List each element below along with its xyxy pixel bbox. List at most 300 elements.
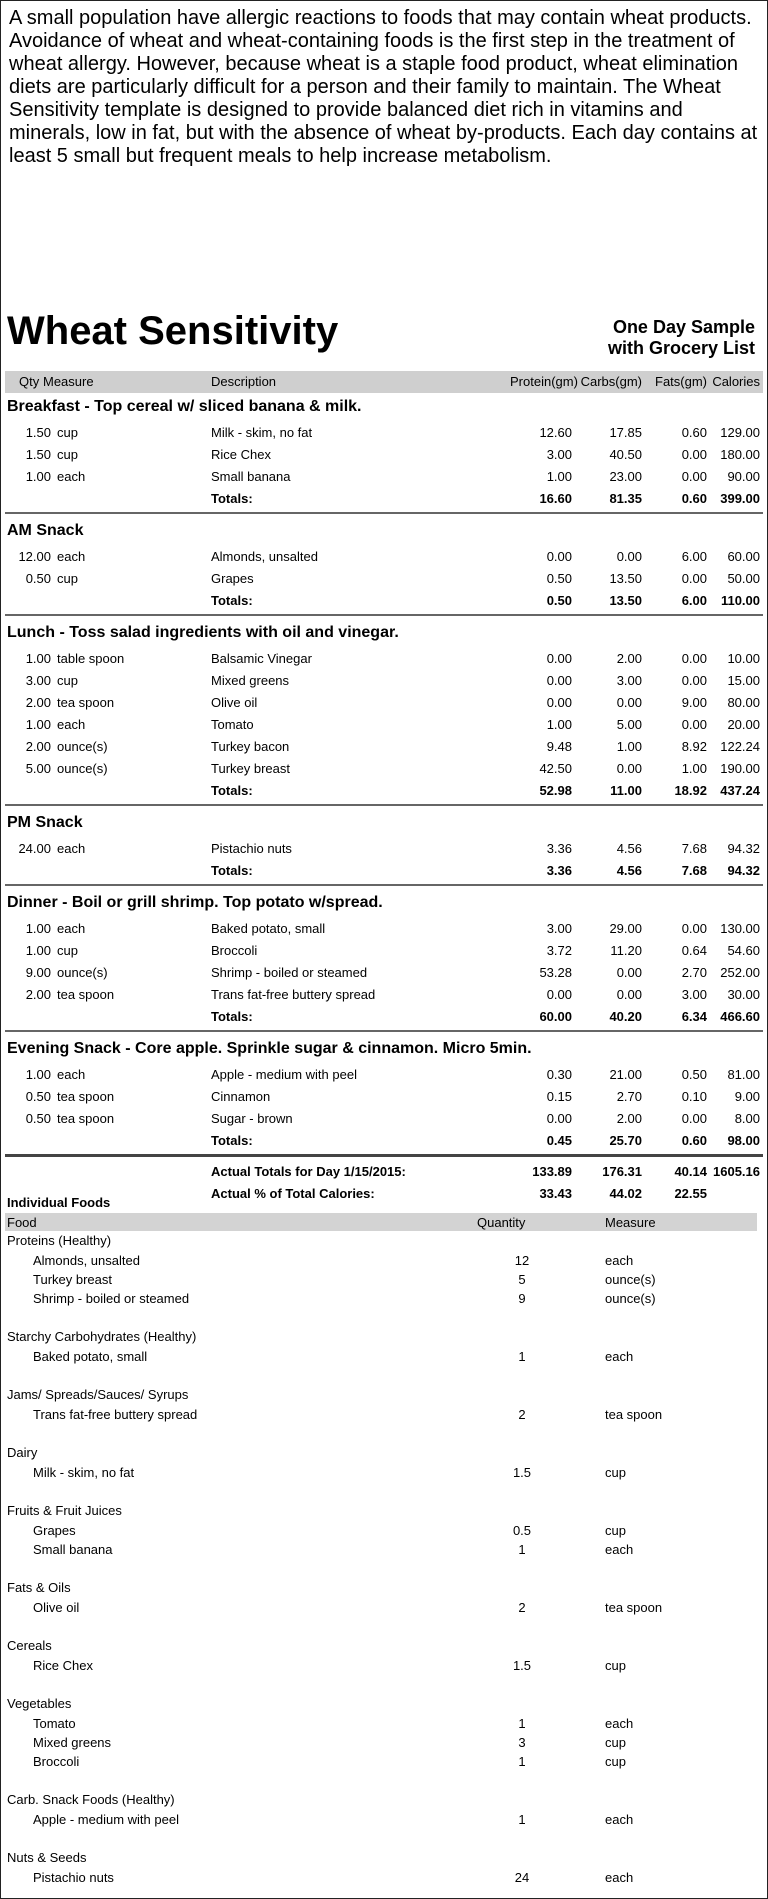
item-fats: 7.68 bbox=[681, 841, 707, 856]
item-qty: 2.00 bbox=[25, 739, 51, 754]
item-protein: 0.00 bbox=[546, 1111, 572, 1126]
meal-title: AM Snack bbox=[7, 522, 84, 539]
table-row bbox=[5, 465, 763, 487]
column-header-calories: Calories bbox=[712, 374, 760, 389]
grocery-category: Fats & Oils bbox=[7, 1580, 71, 1595]
item-description: Cinnamon bbox=[211, 1089, 271, 1104]
meal-totals-row bbox=[5, 1005, 763, 1027]
table-row bbox=[5, 567, 763, 589]
item-calories: 90.00 bbox=[727, 469, 760, 484]
grocery-title: Individual Foods bbox=[7, 1195, 111, 1210]
grocery-quantity: 2 bbox=[518, 1407, 526, 1422]
item-qty: 1.50 bbox=[25, 425, 51, 440]
item-carbs: 0.00 bbox=[616, 549, 642, 564]
grocery-quantity: 1.5 bbox=[512, 1658, 532, 1673]
item-carbs: 23.00 bbox=[609, 469, 642, 484]
grocery-food: Turkey breast bbox=[33, 1272, 112, 1287]
meal-title-row bbox=[5, 393, 763, 421]
item-carbs: 2.70 bbox=[616, 1089, 642, 1104]
item-description: Milk - skim, no fat bbox=[211, 425, 313, 440]
meal-title: PM Snack bbox=[7, 814, 83, 831]
totals-fats: 0.60 bbox=[681, 491, 707, 506]
table-row bbox=[5, 961, 763, 983]
item-fats: 0.60 bbox=[681, 425, 707, 440]
item-fats: 1.00 bbox=[681, 761, 707, 776]
item-fats: 0.00 bbox=[681, 571, 707, 586]
spacer bbox=[5, 1616, 757, 1636]
table-row bbox=[5, 669, 763, 691]
day-totals-protein: 133.89 bbox=[532, 1164, 572, 1179]
item-carbs: 0.00 bbox=[616, 695, 642, 710]
day-totals-row bbox=[5, 1160, 763, 1182]
item-carbs: 1.00 bbox=[616, 739, 642, 754]
item-calories: 80.00 bbox=[727, 695, 760, 710]
grocery-category: Proteins (Healthy) bbox=[7, 1233, 112, 1248]
item-calories: 94.32 bbox=[727, 841, 760, 856]
list-item bbox=[5, 1539, 757, 1558]
item-qty: 1.00 bbox=[25, 469, 51, 484]
grocery-measure: cup bbox=[605, 1658, 626, 1673]
totals-protein: 52.98 bbox=[539, 783, 572, 798]
item-calories: 30.00 bbox=[727, 987, 760, 1002]
item-measure: tea spoon bbox=[57, 1089, 115, 1104]
item-carbs: 0.00 bbox=[616, 761, 642, 776]
grocery-food: Almonds, unsalted bbox=[33, 1253, 140, 1268]
item-protein: 3.00 bbox=[546, 447, 572, 462]
totals-label: Totals: bbox=[211, 863, 253, 878]
grocery-food: Baked potato, small bbox=[33, 1349, 148, 1364]
grocery-food: Tomato bbox=[33, 1716, 76, 1731]
day-totals-label: Actual Totals for Day 1/15/2015: bbox=[211, 1164, 406, 1179]
item-qty: 1.00 bbox=[25, 921, 51, 936]
item-description: Broccoli bbox=[211, 943, 258, 958]
grocery-measure: each bbox=[605, 1716, 634, 1731]
spacer bbox=[5, 1674, 757, 1694]
item-calories: 60.00 bbox=[727, 549, 760, 564]
table-row bbox=[5, 647, 763, 669]
meal-totals-row bbox=[5, 487, 763, 509]
totals-calories: 98.00 bbox=[727, 1133, 760, 1148]
item-description: Balsamic Vinegar bbox=[211, 651, 312, 666]
totals-carbs: 81.35 bbox=[609, 491, 642, 506]
grocery-quantity: 0.5 bbox=[512, 1523, 532, 1538]
grocery-category: Carb. Snack Foods (Healthy) bbox=[7, 1792, 175, 1807]
meal-title: Breakfast - Top cereal w/ sliced banana & milk. bbox=[7, 398, 362, 415]
item-fats: 0.00 bbox=[681, 447, 707, 462]
grocery-quantity: 1 bbox=[518, 1754, 526, 1769]
item-description: Sugar - brown bbox=[211, 1111, 293, 1126]
meal-title-row bbox=[5, 517, 763, 545]
item-measure: ounce(s) bbox=[57, 761, 108, 776]
grocery-header-food: Food bbox=[7, 1215, 37, 1230]
item-measure: each bbox=[57, 841, 86, 856]
item-carbs: 11.20 bbox=[610, 943, 642, 958]
totals-calories: 466.60 bbox=[720, 1009, 760, 1024]
meal-totals-row bbox=[5, 589, 763, 611]
totals-label: Totals: bbox=[211, 1009, 253, 1024]
item-description: Mixed greens bbox=[211, 673, 290, 688]
item-fats: 8.92 bbox=[681, 739, 707, 754]
grocery-quantity: 1 bbox=[518, 1349, 526, 1364]
item-fats: 0.00 bbox=[681, 469, 707, 484]
day-percent-carbs: 44.02 bbox=[609, 1186, 642, 1201]
table-row bbox=[5, 939, 763, 961]
item-fats: 0.10 bbox=[681, 1089, 707, 1104]
list-item bbox=[5, 1867, 757, 1886]
grocery-food: Mixed greens bbox=[33, 1735, 112, 1750]
item-fats: 0.00 bbox=[681, 921, 707, 936]
grocery-list bbox=[5, 1193, 757, 1886]
spacer bbox=[5, 1558, 757, 1578]
item-qty: 0.50 bbox=[25, 1089, 51, 1104]
grocery-measure: cup bbox=[605, 1735, 626, 1750]
item-carbs: 0.00 bbox=[616, 965, 642, 980]
item-qty: 1.00 bbox=[25, 1067, 51, 1082]
item-qty: 2.00 bbox=[25, 987, 51, 1002]
subtitle-line: One Day Sample bbox=[612, 317, 755, 337]
table-row bbox=[5, 713, 763, 735]
intro-paragraph: A small population have allergic reactions to foods that may contain wheat products. Avoidance of wheat and wheat-containing foods is the first step in the treatment of wheat allergy. However, because wheat is a staple food product, wheat elimination diets are particularly difficult for a person and their family to maintain. The Wheat Sensitivity template is designed to provide balanced diet rich in vitamins and minerals, low in fat, but with the absence of wheat by-products. Each day contains at least 5 small but frequent meals to help increase metabolism. bbox=[9, 7, 758, 167]
totals-protein: 3.36 bbox=[546, 863, 572, 878]
subtitle bbox=[555, 317, 755, 359]
grocery-food: Broccoli bbox=[33, 1754, 80, 1769]
item-protein: 3.00 bbox=[546, 921, 572, 936]
column-header-qty: Qty bbox=[19, 374, 40, 389]
item-carbs: 2.00 bbox=[616, 1111, 642, 1126]
meal-title-row bbox=[5, 889, 763, 917]
item-description: Pistachio nuts bbox=[211, 841, 292, 856]
grocery-category: Dairy bbox=[7, 1445, 38, 1460]
item-protein: 0.30 bbox=[546, 1067, 572, 1082]
item-fats: 0.50 bbox=[681, 1067, 707, 1082]
item-calories: 8.00 bbox=[734, 1111, 760, 1126]
meal-title-row bbox=[5, 1035, 763, 1063]
column-header-measure: Measure bbox=[43, 374, 94, 389]
totals-label: Totals: bbox=[211, 1133, 253, 1148]
item-qty: 3.00 bbox=[25, 673, 51, 688]
item-measure: cup bbox=[57, 943, 78, 958]
grocery-quantity: 3 bbox=[518, 1735, 526, 1750]
grocery-food: Trans fat-free buttery spread bbox=[33, 1407, 198, 1422]
totals-protein: 0.45 bbox=[546, 1133, 572, 1148]
item-protein: 1.00 bbox=[546, 717, 572, 732]
list-item bbox=[5, 1655, 757, 1674]
item-carbs: 5.00 bbox=[616, 717, 642, 732]
item-qty: 1.00 bbox=[25, 651, 51, 666]
day-percent-fats: 22.55 bbox=[674, 1186, 707, 1201]
item-description: Small banana bbox=[211, 469, 291, 484]
item-description: Olive oil bbox=[211, 695, 258, 710]
totals-carbs: 4.56 bbox=[616, 863, 642, 878]
item-calories: 190.00 bbox=[720, 761, 760, 776]
list-item bbox=[5, 1732, 757, 1751]
item-qty: 0.50 bbox=[25, 1111, 51, 1126]
table-row bbox=[5, 691, 763, 713]
grocery-quantity: 2 bbox=[518, 1600, 526, 1615]
item-fats: 0.00 bbox=[681, 651, 707, 666]
grocery-food: Apple - medium with peel bbox=[33, 1812, 179, 1827]
item-protein: 0.00 bbox=[546, 651, 572, 666]
item-measure: ounce(s) bbox=[57, 739, 108, 754]
totals-protein: 0.50 bbox=[546, 593, 572, 608]
item-carbs: 3.00 bbox=[616, 673, 642, 688]
column-header-protein: Protein(gm) bbox=[510, 374, 578, 389]
item-calories: 180.00 bbox=[720, 447, 760, 462]
list-item bbox=[5, 1269, 757, 1288]
item-description: Apple - medium with peel bbox=[211, 1067, 357, 1082]
item-measure: ounce(s) bbox=[57, 965, 108, 980]
item-measure: table spoon bbox=[57, 651, 125, 666]
totals-calories: 94.32 bbox=[727, 863, 760, 878]
item-qty: 12.00 bbox=[18, 549, 51, 564]
table-row bbox=[5, 443, 763, 465]
item-measure: each bbox=[57, 717, 86, 732]
item-fats: 9.00 bbox=[681, 695, 707, 710]
totals-carbs: 11.00 bbox=[610, 783, 642, 798]
item-calories: 130.00 bbox=[720, 921, 760, 936]
list-item bbox=[5, 1250, 757, 1269]
grocery-header-row bbox=[5, 1213, 757, 1231]
item-protein: 0.00 bbox=[546, 987, 572, 1002]
item-protein: 0.00 bbox=[546, 673, 572, 688]
grocery-category: Vegetables bbox=[7, 1696, 72, 1711]
grocery-measure: tea spoon bbox=[605, 1407, 663, 1422]
item-description: Baked potato, small bbox=[211, 921, 326, 936]
item-calories: 54.60 bbox=[727, 943, 760, 958]
totals-calories: 399.00 bbox=[720, 491, 760, 506]
item-qty: 1.50 bbox=[25, 447, 51, 462]
grocery-category: Jams/ Spreads/Sauces/ Syrups bbox=[7, 1387, 189, 1402]
totals-calories: 110.00 bbox=[720, 593, 760, 608]
item-measure: tea spoon bbox=[57, 695, 115, 710]
totals-label: Totals: bbox=[211, 593, 253, 608]
grocery-category: Nuts & Seeds bbox=[7, 1850, 87, 1865]
spacer bbox=[5, 1365, 757, 1385]
item-qty: 0.50 bbox=[25, 571, 51, 586]
grocery-measure: each bbox=[605, 1870, 634, 1885]
grocery-header-quantity: Quantity bbox=[477, 1215, 526, 1230]
item-protein: 0.00 bbox=[546, 695, 572, 710]
spacer bbox=[5, 1423, 757, 1443]
grocery-quantity: 1 bbox=[518, 1542, 526, 1557]
column-header-fats: Fats(gm) bbox=[655, 374, 707, 389]
item-description: Turkey bacon bbox=[211, 739, 290, 754]
item-measure: each bbox=[57, 549, 86, 564]
item-carbs: 4.56 bbox=[616, 841, 642, 856]
item-description: Tomato bbox=[211, 717, 254, 732]
grocery-food: Olive oil bbox=[33, 1600, 80, 1615]
grocery-food: Milk - skim, no fat bbox=[33, 1465, 135, 1480]
list-item bbox=[5, 1520, 757, 1539]
item-carbs: 29.00 bbox=[609, 921, 642, 936]
item-carbs: 40.50 bbox=[609, 447, 642, 462]
grocery-measure: each bbox=[605, 1349, 634, 1364]
totals-label: Totals: bbox=[211, 491, 253, 506]
spacer bbox=[5, 1828, 757, 1848]
grocery-quantity: 5 bbox=[518, 1272, 526, 1287]
item-description: Shrimp - boiled or steamed bbox=[211, 965, 368, 980]
item-carbs: 2.00 bbox=[616, 651, 642, 666]
totals-carbs: 25.70 bbox=[609, 1133, 642, 1148]
spacer bbox=[5, 1770, 757, 1790]
item-fats: 0.00 bbox=[681, 1111, 707, 1126]
totals-fats: 6.00 bbox=[681, 593, 707, 608]
item-calories: 10.00 bbox=[727, 651, 760, 666]
day-percent-label: Actual % of Total Calories: bbox=[211, 1186, 375, 1201]
list-item bbox=[5, 1404, 757, 1423]
item-measure: each bbox=[57, 469, 86, 484]
item-fats: 2.70 bbox=[681, 965, 707, 980]
meal-title-row bbox=[5, 619, 763, 647]
meal-title-row bbox=[5, 809, 763, 837]
totals-protein: 16.60 bbox=[539, 491, 572, 506]
grocery-measure: cup bbox=[605, 1465, 626, 1480]
item-fats: 0.00 bbox=[681, 673, 707, 688]
item-measure: tea spoon bbox=[57, 987, 115, 1002]
grocery-measure: each bbox=[605, 1542, 634, 1557]
item-carbs: 0.00 bbox=[616, 987, 642, 1002]
item-calories: 9.00 bbox=[734, 1089, 760, 1104]
item-qty: 24.00 bbox=[18, 841, 51, 856]
day-totals-fats: 40.14 bbox=[674, 1164, 707, 1179]
meals-container bbox=[5, 393, 763, 1151]
list-item bbox=[5, 1597, 757, 1616]
grocery-quantity: 24 bbox=[514, 1870, 530, 1885]
item-fats: 0.64 bbox=[681, 943, 707, 958]
grocery-header-measure: Measure bbox=[605, 1215, 656, 1230]
grocery-quantity: 1 bbox=[518, 1716, 526, 1731]
grocery-food: Small banana bbox=[33, 1542, 113, 1557]
item-protein: 1.00 bbox=[546, 469, 572, 484]
grocery-measure: cup bbox=[605, 1523, 626, 1538]
table-row bbox=[5, 545, 763, 567]
day-totals-carbs: 176.31 bbox=[602, 1164, 642, 1179]
grocery-quantity: 9 bbox=[518, 1291, 526, 1306]
item-measure: cup bbox=[57, 571, 78, 586]
grocery-measure: each bbox=[605, 1253, 634, 1268]
totals-fats: 6.34 bbox=[681, 1009, 707, 1024]
totals-carbs: 40.20 bbox=[609, 1009, 642, 1024]
totals-label: Totals: bbox=[211, 783, 253, 798]
grocery-container bbox=[5, 1231, 757, 1886]
item-measure: cup bbox=[57, 447, 78, 462]
list-item bbox=[5, 1346, 757, 1365]
item-description: Grapes bbox=[211, 571, 254, 586]
item-measure: each bbox=[57, 1067, 86, 1082]
item-protein: 12.60 bbox=[539, 425, 572, 440]
table-row bbox=[5, 757, 763, 779]
item-carbs: 21.00 bbox=[609, 1067, 642, 1082]
list-item bbox=[5, 1809, 757, 1828]
item-fats: 6.00 bbox=[681, 549, 707, 564]
item-protein: 0.15 bbox=[546, 1089, 572, 1104]
page-title: Wheat Sensitivity bbox=[7, 309, 339, 353]
column-header-carbs: Carbs(gm) bbox=[580, 374, 642, 389]
meal-totals-row bbox=[5, 1129, 763, 1151]
grocery-food: Rice Chex bbox=[33, 1658, 93, 1673]
meal-totals-row bbox=[5, 859, 763, 881]
list-item bbox=[5, 1713, 757, 1732]
meal-totals-row bbox=[5, 779, 763, 801]
totals-fats: 7.68 bbox=[681, 863, 707, 878]
grocery-category: Fruits & Fruit Juices bbox=[7, 1503, 122, 1518]
item-protein: 0.00 bbox=[546, 549, 572, 564]
table-row bbox=[5, 917, 763, 939]
item-qty: 9.00 bbox=[25, 965, 51, 980]
item-qty: 5.00 bbox=[25, 761, 51, 776]
item-protein: 42.50 bbox=[539, 761, 572, 776]
grocery-measure: tea spoon bbox=[605, 1600, 663, 1615]
item-qty: 1.00 bbox=[25, 943, 51, 958]
item-measure: cup bbox=[57, 425, 78, 440]
list-item bbox=[5, 1288, 757, 1307]
table-row bbox=[5, 1085, 763, 1107]
day-percent-protein: 33.43 bbox=[539, 1186, 572, 1201]
table-row bbox=[5, 735, 763, 757]
item-fats: 3.00 bbox=[681, 987, 707, 1002]
table-row bbox=[5, 1107, 763, 1129]
subtitle-line: with Grocery List bbox=[607, 338, 755, 358]
grocery-quantity: 1.5 bbox=[512, 1465, 532, 1480]
item-description: Trans fat-free buttery spread bbox=[211, 987, 376, 1002]
totals-fats: 0.60 bbox=[681, 1133, 707, 1148]
list-item bbox=[5, 1462, 757, 1481]
grocery-category: Starchy Carbohydrates (Healthy) bbox=[7, 1329, 197, 1344]
list-item bbox=[5, 1751, 757, 1770]
item-measure: each bbox=[57, 921, 86, 936]
item-calories: 129.00 bbox=[720, 425, 760, 440]
table-row bbox=[5, 983, 763, 1005]
item-protein: 53.28 bbox=[539, 965, 572, 980]
item-calories: 81.00 bbox=[727, 1067, 760, 1082]
grocery-category: Cereals bbox=[7, 1638, 52, 1653]
meal-title: Lunch - Toss salad ingredients with oil and vinegar. bbox=[7, 624, 399, 641]
item-carbs: 17.85 bbox=[609, 425, 642, 440]
meal-title: Evening Snack - Core apple. Sprinkle sugar & cinnamon. Micro 5min. bbox=[7, 1040, 532, 1057]
item-calories: 122.24 bbox=[720, 739, 760, 754]
item-description: Turkey breast bbox=[211, 761, 290, 776]
day-totals-calories: 1605.16 bbox=[713, 1164, 760, 1179]
totals-protein: 60.00 bbox=[539, 1009, 572, 1024]
item-calories: 50.00 bbox=[727, 571, 760, 586]
item-calories: 252.00 bbox=[720, 965, 760, 980]
grocery-measure: ounce(s) bbox=[605, 1291, 656, 1306]
meal-title: Dinner - Boil or grill shrimp. Top potato w/spread. bbox=[7, 894, 383, 911]
totals-carbs: 13.50 bbox=[609, 593, 642, 608]
item-qty: 1.00 bbox=[25, 717, 51, 732]
grocery-food: Shrimp - boiled or steamed bbox=[33, 1291, 190, 1306]
item-carbs: 13.50 bbox=[609, 571, 642, 586]
grocery-food: Grapes bbox=[33, 1523, 76, 1538]
item-measure: tea spoon bbox=[57, 1111, 115, 1126]
item-protein: 9.48 bbox=[546, 739, 572, 754]
grocery-food: Pistachio nuts bbox=[33, 1870, 114, 1885]
grocery-measure: each bbox=[605, 1812, 634, 1827]
spacer bbox=[5, 1481, 757, 1501]
grocery-measure: cup bbox=[605, 1754, 626, 1769]
column-header-description: Description bbox=[211, 374, 277, 389]
item-calories: 20.00 bbox=[727, 717, 760, 732]
totals-calories: 437.24 bbox=[720, 783, 760, 798]
item-protein: 3.72 bbox=[546, 943, 572, 958]
column-header-row bbox=[5, 371, 763, 393]
meal-plan-table bbox=[5, 371, 763, 1204]
item-protein: 0.50 bbox=[546, 571, 572, 586]
table-row bbox=[5, 421, 763, 443]
table-row bbox=[5, 837, 763, 859]
grocery-measure: ounce(s) bbox=[605, 1272, 656, 1287]
item-measure: cup bbox=[57, 673, 78, 688]
